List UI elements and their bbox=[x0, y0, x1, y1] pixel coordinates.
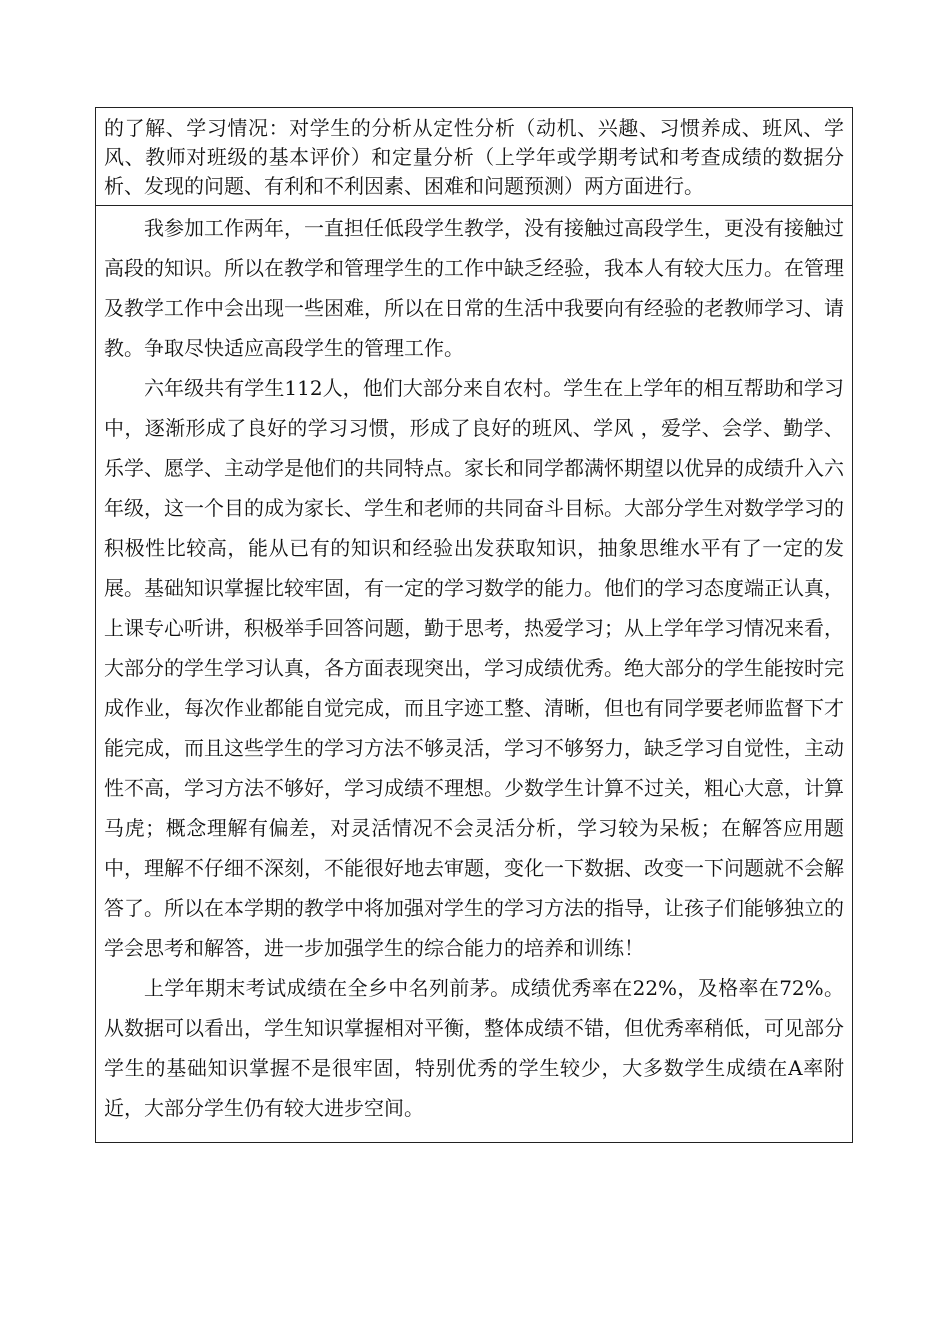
body-cell bbox=[96, 206, 852, 1142]
paragraph-teacher-experience: 我参加工作两年，一直担任低段学生教学，没有接触过高段学生，更没有接触过高段的知识。所以在教学和管理学生的工作中缺乏经验，我本人有较大压力。在管理及教学工作中会出现一些困难，所以在日常的生活中我要向有经验的老教师学习、请教。争取尽快适应高段学生的管理工作。 bbox=[104, 216, 844, 360]
paragraph-class-analysis: 六年级共有学生112人，他们大部分来自农村。学生在上学年的相互帮助和学习中，逐渐形成了良好的学习习惯，形成了良好的班风、学风 ，爱学、会学、勤学、乐学、愿学、主动学是他们的共同特点。家长和同学都满怀期望以优异的成绩升入六年级，这一个目的成为家长、学生和老师的共同奋斗目标。大部分学生对数学学习的积极性比较高，能从已有的知识和经验出发获取知识，抽象思维水平有了一定的发展。基础知识掌握比较牢固，有一定的学习数学的能力。他们的学习态度端正认真，上课专心听讲，积极举手回答问题，勤于思考，热爱学习；从上学年学习情况来看，大部分的学生学习认真，各方面表现突出，学习成绩优秀。绝大部分的学生能按时完成作业，每次作业都能自觉完成，而且字迹工整、清晰，但也有同学要老师监督下才能完成，而且这些学生的学习方法不够灵活，学习不够努力，缺乏学习自觉性，主动性不高，学习方法不够好，学习成绩不理想。少数学生计算不过关，粗心大意，计算马虎；概念理解有偏差，对灵活情况不会灵活分析，学习较为呆板；在解答应用题中，理解不仔细不深刻，不能很好地去审题，变化一下数据、改变一下问题就不会解答了。所以在本学期的教学中将加强对学生的学习方法的指导，让孩子们能够独立的学会思考和解答，进一步加强学生的综合能力的培养和训练！ bbox=[104, 376, 844, 960]
header-cell: 的了解、学习情况：对学生的分析从定性分析（动机、兴趣、习惯养成、班风、学风、教师对班级的基本评价）和定量分析（上学年或学期考试和考查成绩的数据分析、发现的问题、有利和不利因素、困难和问题预测）两方面进行。 bbox=[96, 108, 852, 206]
paragraph-exam-results: 上学年期末考试成绩在全乡中名列前茅。成绩优秀率在22%，及格率在72%。从数据可以看出，学生知识掌握相对平衡，整体成绩不错，但优秀率稍低，可见部分学生的基础知识掌握不是很牢固，特别优秀的学生较少，大多数学生成绩在A率附近，大部分学生仍有较大进步空间。 bbox=[104, 976, 844, 1120]
document-table bbox=[95, 107, 853, 1143]
